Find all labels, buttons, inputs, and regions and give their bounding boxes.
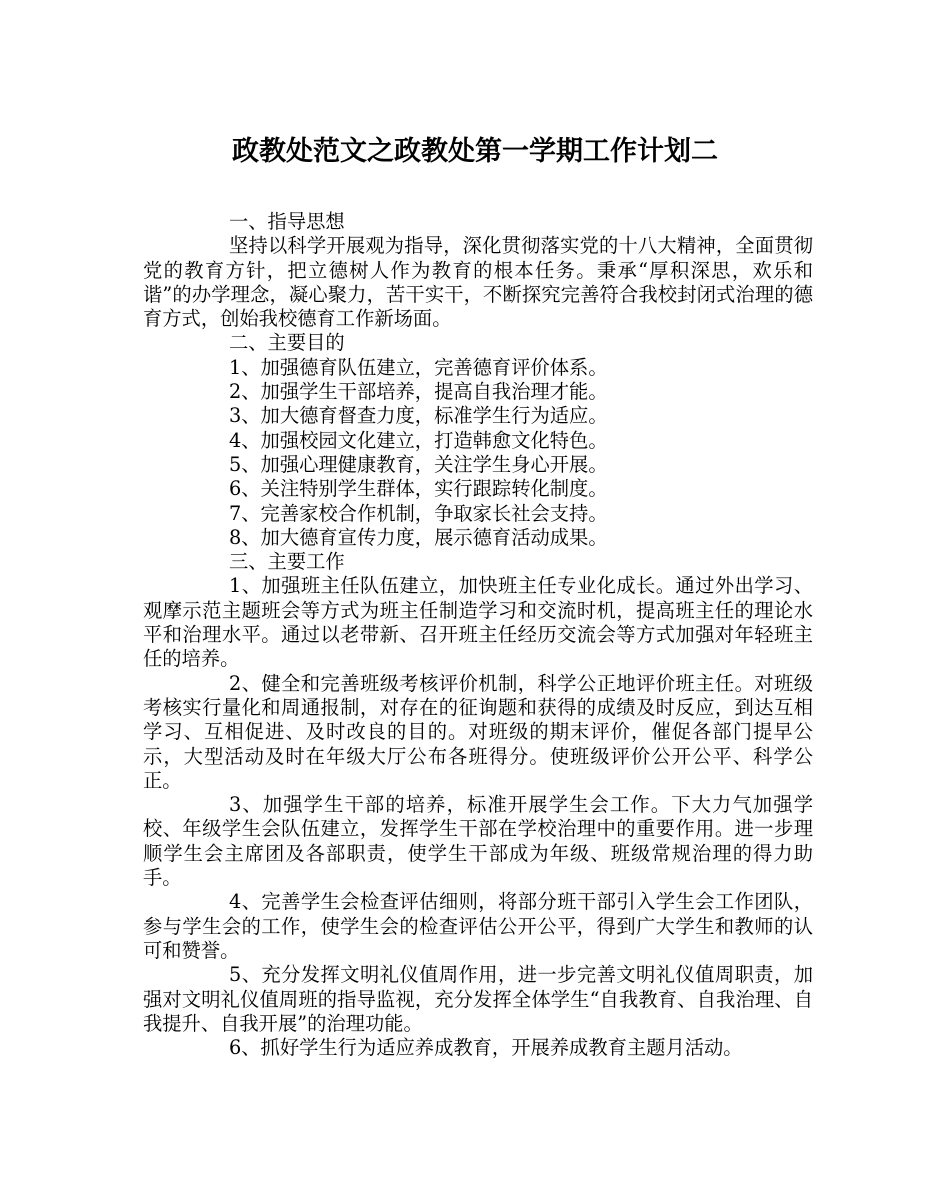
- paragraph: 3、加强学生干部的培养，标准开展学生会工作。下大力气加强学校、年级学生会队伍建立，发挥学生干部在学校治理中的重要作用。进一步理顺学生会主席团及各部职责，使学生干部成为年级、班级常规治理的得力助手。: [143, 793, 813, 890]
- document-body: [143, 210, 813, 1060]
- paragraph: 5、充分发挥文明礼仪值周作用，进一步完善文明礼仪值周职责，加强对文明礼仪值周班的指导监视，充分发挥全体学生“自我教育、自我治理、自我提升、自我开展”的治理功能。: [143, 963, 813, 1035]
- list-item: 4、加强校园文化建立，打造韩愈文化特色。: [229, 428, 608, 452]
- paragraph: 2、健全和完善班级考核评价机制，科学公正地评价班主任。对班级考核实行量化和周通报制，对存在的征询题和获得的成绩及时反应，到达互相学习、互相促进、及时改良的目的。对班级的期末评价，催促各部门提早公示，大型活动及时在年级大厅公布各班得分。使班级评价公开公平、科学公正。: [143, 671, 813, 792]
- list-item: 2、加强学生干部培养，提高自我治理才能。: [229, 380, 608, 404]
- list-item: 8、加大德育宣传力度，展示德育活动成果。: [229, 525, 608, 549]
- paragraph: 1、加强班主任队伍建立，加快班主任专业化成长。通过外出学习、观摩示范主题班会等方式为班主任制造学习和交流时机，提高班主任的理论水平和治理水平。通过以老带新、召开班主任经历交流会等方式加强对年轻班主任的培养。: [143, 574, 813, 671]
- paragraph: 6、抓好学生行为适应养成教育，开展养成教育主题月活动。: [229, 1036, 743, 1060]
- paragraph: 坚持以科学开展观为指导，深化贯彻落实党的十八大精神，全面贯彻党的教育方针，把立德树人作为教育的根本任务。秉承“厚积深思，欢乐和谐”的办学理念，凝心聚力，苦干实干，不断探究完善符合我校封闭式治理的德育方式，创始我校德育工作新场面。: [143, 234, 813, 331]
- section-heading: 二、主要目的: [229, 331, 345, 355]
- list-item: 1、加强德育队伍建立，完善德育评价体系。: [229, 355, 608, 379]
- section-heading: 一、指导思想: [229, 210, 345, 233]
- list-item: 5、加强心理健康教育，关注学生身心开展。: [229, 452, 608, 476]
- document-title: 政教处范文之政教处第一学期工作计划二: [232, 136, 718, 167]
- list-item: 7、完善家校合作机制，争取家长社会支持。: [229, 501, 608, 525]
- section-heading: 三、主要工作: [229, 550, 345, 574]
- list-item: 3、加大德育督查力度，标准学生行为适应。: [229, 404, 608, 428]
- list-item: 6、关注特别学生群体，实行跟踪转化制度。: [229, 477, 608, 501]
- paragraph: 4、完善学生会检查评估细则，将部分班干部引入学生会工作团队，参与学生会的工作，使学生会的检查评估公开公平，得到广大学生和教师的认可和赞誉。: [143, 890, 813, 962]
